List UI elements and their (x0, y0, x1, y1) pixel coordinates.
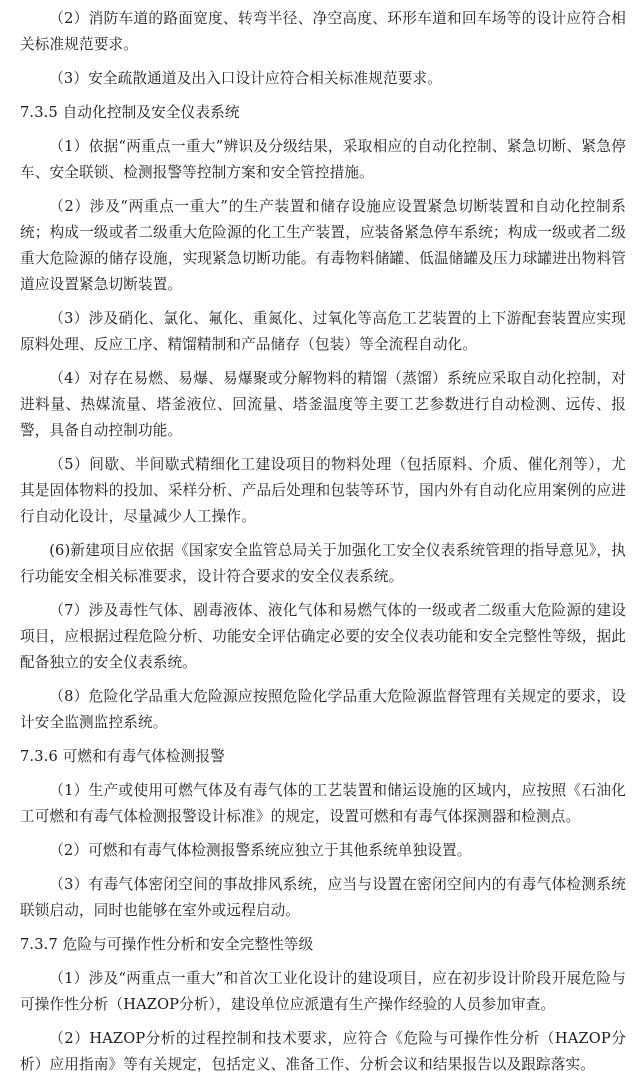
paragraph: （2）可燃和有毒气体检测报警系统应独立于其他系统单独设置。 (49, 842, 472, 859)
paragraph: （2）涉及“两重点一重大”的生产装置和储存设施应设置紧急切断装置和自动化控制系统；构成一级或者二级重大危险源的化工生产装置，应装备紧急停车系统；构成一级或者二级重大危险源的储存设施，实现紧急切断功能。有毒物料储罐、低温储罐及压力球罐进出物料管道应设置紧急切断装置。 (20, 198, 626, 293)
section-heading: 7.3.5 自动化控制及安全仪表系统 (20, 104, 240, 121)
paragraph: （2）消防车道的路面宽度、转弯半径、净空高度、环形车道和回车场等的设计应符合相关标准规范要求。 (20, 10, 626, 53)
paragraph: （3）安全疏散通道及出入口设计应符合相关标准规范要求。 (49, 70, 442, 87)
paragraph: （1）依据“两重点一重大”辨识及分级结果，采取相应的自动化控制、紧急切断、紧急停车、安全联锁、检测报警等控制方案和安全管控措施。 (20, 138, 626, 181)
paragraph: （2）HAZOP分析的过程控制和技术要求，应符合《危险与可操作性分析（HAZOP分析）应用指南》等有关规定，包括定义、准备工作、分析会议和结果报告以及跟踪落实。 (20, 1030, 626, 1073)
paragraph: （4）对存在易燃、易爆、易爆聚或分解物料的精馏（蒸馏）系统应采取自动化控制，对进料量、热媒流量、塔釜液位、回流量、塔釜温度等主要工艺参数进行自动检测、远传、报警，具备自动控制功能。 (20, 370, 626, 439)
section-heading: 7.3.6 可燃和有毒气体检测报警 (20, 748, 225, 765)
paragraph: （3）有毒气体密闭空间的事故排风系统，应当与设置在密闭空间内的有毒气体检测系统联锁启动，同时也能够在室外或远程启动。 (20, 876, 626, 919)
paragraph: （1）涉及“两重点一重大”和首次工业化设计的建设项目，应在初步设计阶段开展危险与可操作性分析（HAZOP分析），建设单位应派遣有生产操作经验的人员参加审查。 (20, 970, 626, 1013)
paragraph: (6)新建项目应依据《国家安全监管总局关于加强化工安全仪表系统管理的指导意见》，执行功能安全相关标准要求，设计符合要求的安全仪表系统。 (20, 542, 626, 585)
paragraph: （3）涉及硝化、氯化、氟化、重氮化、过氧化等高危工艺装置的上下游配套装置应实现原料处理、反应工序、精馏精制和产品储存（包装）等全流程自动化。 (20, 310, 626, 353)
paragraph: （5）间歇、半间歇式精细化工建设项目的物料处理（包括原料、介质、催化剂等），尤其是固体物料的投加、采样分析、产品后处理和包装等环节，国内外有自动化应用案例的应进行自动化设计，尽量减少人工操作。 (20, 456, 626, 525)
paragraph: （8）危险化学品重大危险源应按照危险化学品重大危险源监督管理有关规定的要求，设计安全监测监控系统。 (20, 688, 626, 731)
paragraph: （1）生产或使用可燃气体及有毒气体的工艺装置和储运设施的区域内，应按照《石油化工可燃和有毒气体检测报警设计标准》的规定，设置可燃和有毒气体探测器和检测点。 (20, 782, 626, 825)
paragraph: （7）涉及毒性气体、剧毒液体、液化气体和易燃气体的一级或者二级重大危险源的建设项目，应根据过程危险分析、功能安全评估确定必要的安全仪表功能和安全完整性等级，据此配备独立的安全仪表系统。 (20, 602, 626, 671)
section-heading: 7.3.7 危险与可操作性分析和安全完整性等级 (20, 936, 314, 953)
